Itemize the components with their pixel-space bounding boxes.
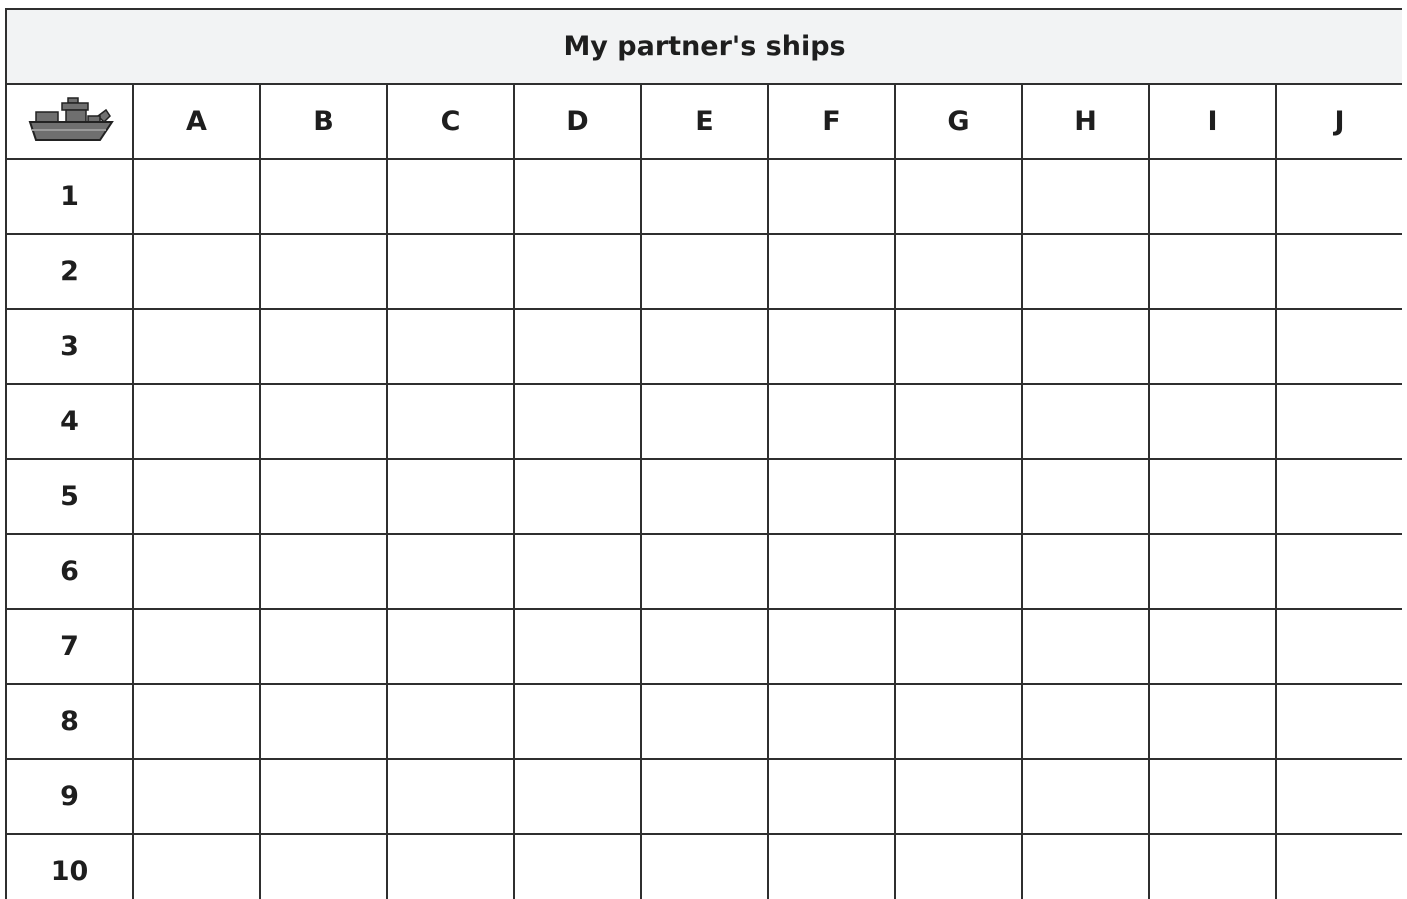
grid-cell-f7[interactable] bbox=[768, 609, 895, 684]
grid-cell-g7[interactable] bbox=[895, 609, 1022, 684]
grid-cell-c4[interactable] bbox=[387, 384, 514, 459]
grid-cell-c9[interactable] bbox=[387, 759, 514, 834]
grid-cell-i4[interactable] bbox=[1149, 384, 1276, 459]
grid-cell-d5[interactable] bbox=[514, 459, 641, 534]
grid-cell-g5[interactable] bbox=[895, 459, 1022, 534]
grid-cell-f1[interactable] bbox=[768, 159, 895, 234]
row-header-9: 9 bbox=[6, 759, 133, 834]
ship-icon bbox=[26, 94, 114, 150]
grid-cell-d2[interactable] bbox=[514, 234, 641, 309]
row-header-8: 8 bbox=[6, 684, 133, 759]
row-header-5: 5 bbox=[6, 459, 133, 534]
grid-cell-g10[interactable] bbox=[895, 834, 1022, 899]
column-header-g: G bbox=[895, 84, 1022, 159]
grid-cell-h9[interactable] bbox=[1022, 759, 1149, 834]
grid-cell-d8[interactable] bbox=[514, 684, 641, 759]
grid-cell-j4[interactable] bbox=[1276, 384, 1402, 459]
grid-cell-j8[interactable] bbox=[1276, 684, 1402, 759]
grid-cell-b5[interactable] bbox=[260, 459, 387, 534]
column-header-e: E bbox=[641, 84, 768, 159]
grid-cell-g3[interactable] bbox=[895, 309, 1022, 384]
grid-cell-h1[interactable] bbox=[1022, 159, 1149, 234]
grid-cell-f5[interactable] bbox=[768, 459, 895, 534]
grid-cell-a7[interactable] bbox=[133, 609, 260, 684]
grid-cell-j10[interactable] bbox=[1276, 834, 1402, 899]
grid-cell-i2[interactable] bbox=[1149, 234, 1276, 309]
grid-cell-j5[interactable] bbox=[1276, 459, 1402, 534]
grid-cell-h4[interactable] bbox=[1022, 384, 1149, 459]
column-header-b: B bbox=[260, 84, 387, 159]
row-header-7: 7 bbox=[6, 609, 133, 684]
grid-cell-g2[interactable] bbox=[895, 234, 1022, 309]
grid-cell-h6[interactable] bbox=[1022, 534, 1149, 609]
row-header-4: 4 bbox=[6, 384, 133, 459]
grid-cell-c5[interactable] bbox=[387, 459, 514, 534]
row-header-3: 3 bbox=[6, 309, 133, 384]
grid-cell-d1[interactable] bbox=[514, 159, 641, 234]
board-title: My partner's ships bbox=[6, 9, 1402, 84]
grid-cell-e6[interactable] bbox=[641, 534, 768, 609]
grid-cell-j3[interactable] bbox=[1276, 309, 1402, 384]
grid-cell-h7[interactable] bbox=[1022, 609, 1149, 684]
column-header-i: I bbox=[1149, 84, 1276, 159]
grid-cell-e10[interactable] bbox=[641, 834, 768, 899]
grid-cell-c2[interactable] bbox=[387, 234, 514, 309]
grid-cell-d6[interactable] bbox=[514, 534, 641, 609]
grid-cell-i10[interactable] bbox=[1149, 834, 1276, 899]
column-header-a: A bbox=[133, 84, 260, 159]
grid-cell-j2[interactable] bbox=[1276, 234, 1402, 309]
grid-cell-c1[interactable] bbox=[387, 159, 514, 234]
grid-cell-b1[interactable] bbox=[260, 159, 387, 234]
column-header-j: J bbox=[1276, 84, 1402, 159]
grid-cell-a9[interactable] bbox=[133, 759, 260, 834]
grid-cell-d4[interactable] bbox=[514, 384, 641, 459]
corner-cell bbox=[6, 84, 133, 159]
grid-cell-c3[interactable] bbox=[387, 309, 514, 384]
grid-cell-d9[interactable] bbox=[514, 759, 641, 834]
grid-cell-i7[interactable] bbox=[1149, 609, 1276, 684]
grid-cell-e5[interactable] bbox=[641, 459, 768, 534]
grid-cell-f9[interactable] bbox=[768, 759, 895, 834]
grid-row bbox=[6, 159, 1402, 234]
grid-cell-c6[interactable] bbox=[387, 534, 514, 609]
grid-cell-j7[interactable] bbox=[1276, 609, 1402, 684]
column-header-h: H bbox=[1022, 84, 1149, 159]
row-header-1: 1 bbox=[6, 159, 133, 234]
grid-cell-e7[interactable] bbox=[641, 609, 768, 684]
grid-cell-b6[interactable] bbox=[260, 534, 387, 609]
grid-cell-h2[interactable] bbox=[1022, 234, 1149, 309]
column-header-row bbox=[6, 84, 1402, 159]
row-header-6: 6 bbox=[6, 534, 133, 609]
grid-cell-f2[interactable] bbox=[768, 234, 895, 309]
grid-cell-i9[interactable] bbox=[1149, 759, 1276, 834]
grid-cell-b2[interactable] bbox=[260, 234, 387, 309]
grid-cell-f6[interactable] bbox=[768, 534, 895, 609]
row-header-2: 2 bbox=[6, 234, 133, 309]
grid-cell-a3[interactable] bbox=[133, 309, 260, 384]
grid-cell-e9[interactable] bbox=[641, 759, 768, 834]
grid-cell-d3[interactable] bbox=[514, 309, 641, 384]
grid-row bbox=[6, 309, 1402, 384]
grid-cell-g6[interactable] bbox=[895, 534, 1022, 609]
grid-cell-c7[interactable] bbox=[387, 609, 514, 684]
column-header-f: F bbox=[768, 84, 895, 159]
grid-cell-a8[interactable] bbox=[133, 684, 260, 759]
grid-cell-i5[interactable] bbox=[1149, 459, 1276, 534]
grid-cell-e1[interactable] bbox=[641, 159, 768, 234]
grid-cell-g4[interactable] bbox=[895, 384, 1022, 459]
grid-cell-d10[interactable] bbox=[514, 834, 641, 899]
grid-row bbox=[6, 609, 1402, 684]
grid-cell-f3[interactable] bbox=[768, 309, 895, 384]
grid-cell-i6[interactable] bbox=[1149, 534, 1276, 609]
grid-cell-e4[interactable] bbox=[641, 384, 768, 459]
grid-row bbox=[6, 384, 1402, 459]
grid-cell-b10[interactable] bbox=[260, 834, 387, 899]
grid-cell-b8[interactable] bbox=[260, 684, 387, 759]
grid-cell-j9[interactable] bbox=[1276, 759, 1402, 834]
row-header-10: 10 bbox=[6, 834, 133, 899]
grid-cell-a5[interactable] bbox=[133, 459, 260, 534]
grid-cell-b9[interactable] bbox=[260, 759, 387, 834]
grid-cell-f10[interactable] bbox=[768, 834, 895, 899]
grid-cell-a6[interactable] bbox=[133, 534, 260, 609]
grid-cell-c10[interactable] bbox=[387, 834, 514, 899]
grid-cell-j1[interactable] bbox=[1276, 159, 1402, 234]
grid-row bbox=[6, 834, 1402, 899]
grid-cell-i3[interactable] bbox=[1149, 309, 1276, 384]
grid-cell-i1[interactable] bbox=[1149, 159, 1276, 234]
grid-cell-c8[interactable] bbox=[387, 684, 514, 759]
grid-cell-a1[interactable] bbox=[133, 159, 260, 234]
grid-cell-f4[interactable] bbox=[768, 384, 895, 459]
grid-cell-f8[interactable] bbox=[768, 684, 895, 759]
grid-cell-h5[interactable] bbox=[1022, 459, 1149, 534]
grid-cell-b4[interactable] bbox=[260, 384, 387, 459]
column-header-d: D bbox=[514, 84, 641, 159]
grid-cell-e3[interactable] bbox=[641, 309, 768, 384]
grid-cell-j6[interactable] bbox=[1276, 534, 1402, 609]
grid-cell-i8[interactable] bbox=[1149, 684, 1276, 759]
grid-cell-g8[interactable] bbox=[895, 684, 1022, 759]
battleship-board bbox=[5, 8, 1402, 899]
grid-cell-g9[interactable] bbox=[895, 759, 1022, 834]
grid-cell-e2[interactable] bbox=[641, 234, 768, 309]
grid-row bbox=[6, 534, 1402, 609]
grid-row bbox=[6, 759, 1402, 834]
grid-cell-h3[interactable] bbox=[1022, 309, 1149, 384]
grid-cell-a2[interactable] bbox=[133, 234, 260, 309]
grid-row bbox=[6, 234, 1402, 309]
partner-ships-grid bbox=[5, 8, 1402, 899]
grid-cell-d7[interactable] bbox=[514, 609, 641, 684]
column-header-c: C bbox=[387, 84, 514, 159]
grid-cell-b3[interactable] bbox=[260, 309, 387, 384]
grid-cell-b7[interactable] bbox=[260, 609, 387, 684]
grid-cell-e8[interactable] bbox=[641, 684, 768, 759]
grid-row bbox=[6, 684, 1402, 759]
grid-row bbox=[6, 459, 1402, 534]
grid-cell-g1[interactable] bbox=[895, 159, 1022, 234]
grid-cell-h8[interactable] bbox=[1022, 684, 1149, 759]
grid-cell-h10[interactable] bbox=[1022, 834, 1149, 899]
grid-cell-a4[interactable] bbox=[133, 384, 260, 459]
grid-cell-a10[interactable] bbox=[133, 834, 260, 899]
